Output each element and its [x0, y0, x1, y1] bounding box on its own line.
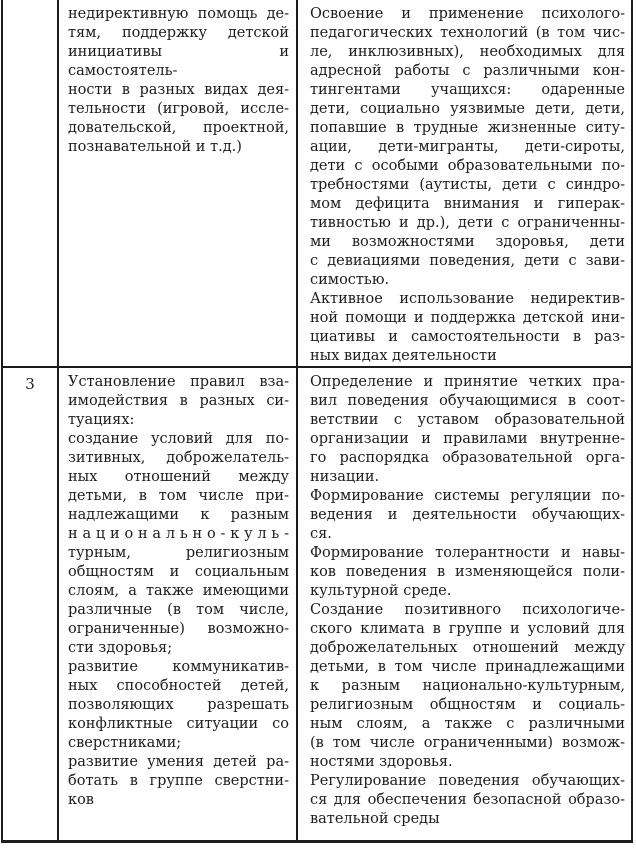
- text-line: ных способностей детей,: [68, 678, 289, 694]
- text-line: тельности (игровой, иссле-: [68, 101, 289, 117]
- actions-cell: [296, 0, 631, 366]
- row-number-cell: [3, 368, 57, 840]
- text-line: ограниченные) возможно-: [68, 621, 289, 637]
- paragraph: [310, 373, 625, 487]
- paragraph: [68, 753, 289, 810]
- text-line: ков: [68, 792, 94, 808]
- text-line: мом дефицита внимания и гиперак-: [310, 196, 625, 212]
- text-line: го распорядка образовательной орга-: [310, 450, 625, 466]
- text-line: вательной среды: [310, 811, 440, 827]
- text-line: познавательной и т.д.): [68, 139, 242, 155]
- text-line: ветствии с уставом образовательной: [310, 412, 625, 428]
- text-line: циативы и самостоятельности в раз-: [310, 329, 625, 345]
- text-line: ации, дети-мигранты, дети-сироты,: [310, 139, 625, 155]
- text-line: тивностью и др.), дети с ограниченны-: [310, 215, 625, 231]
- paragraph: [310, 544, 625, 601]
- paragraph: [68, 430, 289, 658]
- text-line: ной помощи и поддержка детской ини-: [310, 310, 625, 326]
- text-line: (в том числе ограниченными) возмож-: [310, 735, 625, 751]
- text-line: ботать в группе сверстни-: [68, 773, 289, 789]
- text-line: религиозным общностям и социаль-: [310, 697, 625, 713]
- text-line: сти здоровья;: [68, 640, 173, 656]
- activity-cell: [57, 368, 296, 840]
- paragraph: [310, 290, 625, 366]
- text-line: конфликтные ситуации со: [68, 716, 289, 732]
- text-line: ся для обеспечения безопасной образо-: [310, 792, 625, 808]
- text-line: с девиациями поведения, дети с зави-: [310, 253, 625, 269]
- activity-cell: [57, 0, 296, 366]
- text-line: детьми, в том числе при-: [68, 488, 289, 504]
- text-line: детьми, в том числе принадлежащими: [310, 659, 625, 675]
- row-number: 3: [25, 375, 35, 393]
- standard-table: [1, 0, 633, 843]
- text-line: позволяющих разрешать: [68, 697, 289, 713]
- text-line: культурной среде.: [310, 583, 452, 599]
- text-line: имодействия в разных си-: [68, 393, 289, 409]
- text-line: Формирование системы регуляции по-: [310, 488, 625, 504]
- paragraph: [310, 487, 625, 544]
- text-line: слоям, а также имеющими: [68, 583, 289, 599]
- text-line: к разным национально-культурным,: [310, 678, 625, 694]
- text-line: н а ц и о н а л ь н о - к у л ь -: [68, 526, 289, 542]
- table-row-3: [3, 366, 631, 840]
- text-line: надлежащими к разным: [68, 507, 289, 523]
- text-line: недирективную помощь де-: [68, 6, 289, 22]
- text-line: вил поведения обучающимися в соот-: [310, 393, 625, 409]
- text-line: общностям и социальным: [68, 564, 289, 580]
- paragraph: [68, 373, 289, 430]
- text-line: симостью.: [310, 272, 390, 288]
- text-line: низации.: [310, 469, 380, 485]
- text-line: Регулирование поведения обучающих-: [310, 773, 625, 789]
- text-line: ных видах деятельности: [310, 348, 497, 364]
- text-line: создание условий для по-: [68, 431, 289, 447]
- paragraph: [68, 5, 289, 157]
- text-line: инициативы и самостоятель-: [68, 44, 289, 79]
- text-line: требностями (аутисты, дети с синдро-: [310, 177, 625, 193]
- paragraph: [310, 601, 625, 772]
- text-line: ле, инклюзивных), необходимых для: [310, 44, 625, 60]
- text-line: Установление правил вза-: [68, 374, 289, 390]
- text-line: ным слоям, а также с различными: [310, 716, 625, 732]
- paragraph: [310, 772, 625, 829]
- text-line: тингентами учащихся: одаренные: [310, 82, 625, 98]
- text-line: дети, социально уязвимые дети, дети,: [310, 101, 625, 117]
- text-line: Активное использование недиректив-: [310, 291, 625, 307]
- row-number-cell: [3, 0, 57, 366]
- text-line: ных отношений между: [68, 469, 289, 485]
- text-line: различные (в том числе,: [68, 602, 289, 618]
- text-line: развитие коммуникатив-: [68, 659, 289, 675]
- text-line: ми возможностями здоровья, дети: [310, 234, 625, 250]
- text-line: развитие умения детей ра-: [68, 754, 289, 770]
- paragraph: [310, 5, 625, 290]
- text-line: турным, религиозным: [68, 545, 289, 561]
- text-line: тям, поддержку детской: [68, 25, 289, 41]
- table-row-continuation: [3, 0, 631, 366]
- text-line: доброжелательных отношений между: [310, 640, 625, 656]
- actions-cell: [296, 368, 631, 840]
- text-line: Формирование толерантности и навы-: [310, 545, 625, 561]
- paragraph: [68, 658, 289, 753]
- text-line: Определение и принятие четких пра-: [310, 374, 625, 390]
- text-line: довательской, проектной,: [68, 120, 289, 136]
- text-line: дети с особыми образовательными по-: [310, 158, 625, 174]
- text-line: ся.: [310, 526, 332, 542]
- text-line: попавшие в трудные жизненные ситу-: [310, 120, 625, 136]
- text-line: педагогических технологий (в том чис-: [310, 25, 625, 41]
- text-line: ности в разных видах дея-: [68, 82, 289, 98]
- text-line: организации и правилами внутренне-: [310, 431, 625, 447]
- text-line: сверстниками;: [68, 735, 182, 751]
- text-line: ведения и деятельности обучающих-: [310, 507, 625, 523]
- text-line: Создание позитивного психологиче-: [310, 602, 625, 618]
- text-line: Освоение и применение психолого-: [310, 6, 625, 22]
- text-line: ков поведения в изменяющейся поли-: [310, 564, 625, 580]
- text-line: туациях:: [68, 412, 135, 428]
- text-line: адресной работы с различными кон-: [310, 63, 625, 79]
- text-line: зитивных, доброжелатель-: [68, 450, 289, 466]
- text-line: ностями здоровья.: [310, 754, 453, 770]
- text-line: ского климата в группе и условий для: [310, 621, 625, 637]
